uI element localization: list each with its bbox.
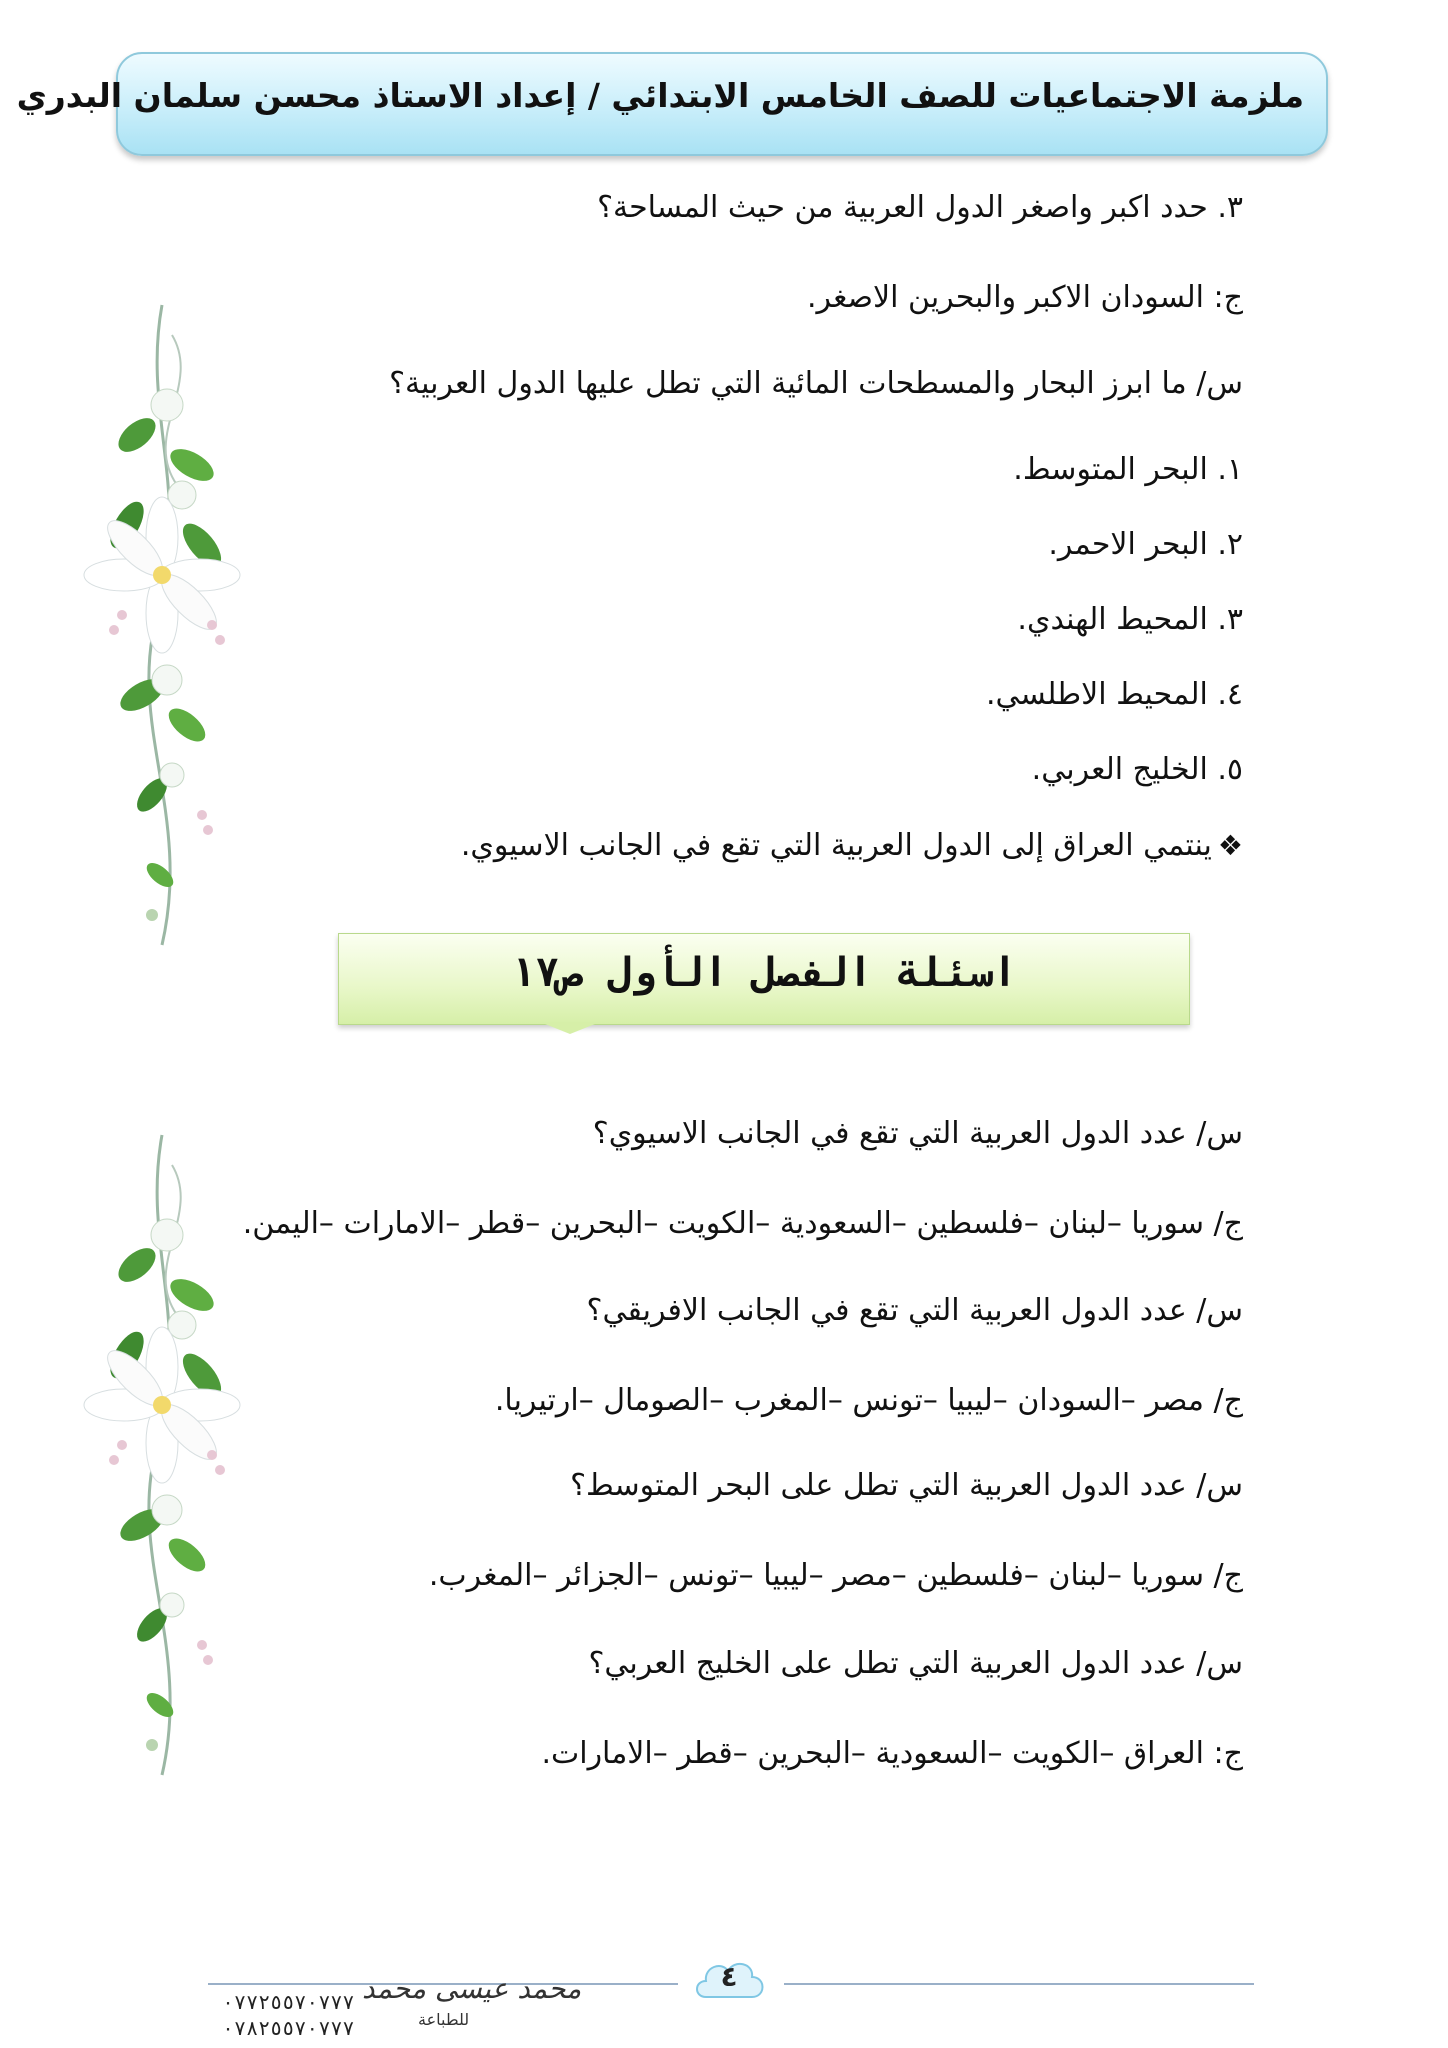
- question-african: س/ عدد الدول العربية التي تقع في الجانب الافريقي؟: [586, 1293, 1243, 1328]
- question-gulf: س/ عدد الدول العربية التي تطل على الخليج العربي؟: [588, 1646, 1243, 1681]
- signature: محمد عيسى محمد: [362, 1972, 582, 2005]
- list-item: ٤. المحيط الاطلسي.: [985, 677, 1243, 712]
- list-item: ١. البحر المتوسط.: [1013, 452, 1243, 487]
- answer-gulf: ج: العراق –الكويت –السعودية –البحرين –قطر –الامارات.: [541, 1736, 1243, 1771]
- header-banner: [16, 52, 1328, 156]
- question-mediterranean: س/ عدد الدول العربية التي تطل على البحر المتوسط؟: [570, 1468, 1243, 1503]
- flower-garland-icon: [82, 295, 242, 955]
- answer-mediterranean: ج/ سوريا –لبنان –فلسطين –مصر –ليبيا –تونس –الجزائر –المغرب.: [428, 1558, 1243, 1593]
- flower-garland-icon: [82, 1125, 242, 1785]
- list-item: ٥. الخليج العربي.: [1031, 752, 1243, 787]
- footer-divider-right: [784, 1983, 1254, 1985]
- list-item: ٣. المحيط الهندي.: [1017, 602, 1243, 637]
- answer-3: ج: السودان الاكبر والبحرين الاصغر.: [806, 280, 1243, 315]
- chapter-title: اسئلة الفصل الأول ص١٧: [511, 950, 1017, 996]
- list-item: ٢. البحر الاحمر.: [1048, 527, 1243, 562]
- phone-number-1: ٠٧٧٢٥٥٧٠٧٧٧: [222, 1990, 355, 2014]
- phone-number-2: ٠٧٨٢٥٥٧٠٧٧٧: [222, 2016, 355, 2040]
- answer-african: ج/ مصر –السودان –ليبيا –تونس –المغرب –الصومال –ارتيريا.: [494, 1383, 1243, 1418]
- header-title: ملزمة الاجتماعيات للصف الخامس الابتدائي / إعداد الاستاذ محسن سلمان البدري: [16, 76, 1304, 115]
- signature-caption: للطباعة: [418, 2010, 470, 2029]
- page-number: ٤: [720, 1960, 738, 1993]
- answer-asian: ج/ سوريا –لبنان –فلسطين –السعودية –الكويت –البحرين –قطر –الامارات –اليمن.: [242, 1206, 1243, 1241]
- note-line: [461, 826, 1243, 866]
- question-seas: س/ ما ابرز البحار والمسطحات المائية التي تطل عليها الدول العربية؟: [389, 366, 1243, 401]
- question-asian: س/ عدد الدول العربية التي تقع في الجانب الاسيوي؟: [592, 1116, 1243, 1151]
- note-text: ينتمي العراق إلى الدول العربية التي تقع في الجانب الاسيوي.: [460, 828, 1212, 863]
- question-3: ٣. حدد اكبر واصغر الدول العربية من حيث المساحة؟: [597, 190, 1243, 225]
- chapter-heading-notch: [540, 1022, 600, 1034]
- diamond-bullet-icon: ❖: [1217, 829, 1243, 862]
- chapter-heading-box: [338, 933, 1190, 1025]
